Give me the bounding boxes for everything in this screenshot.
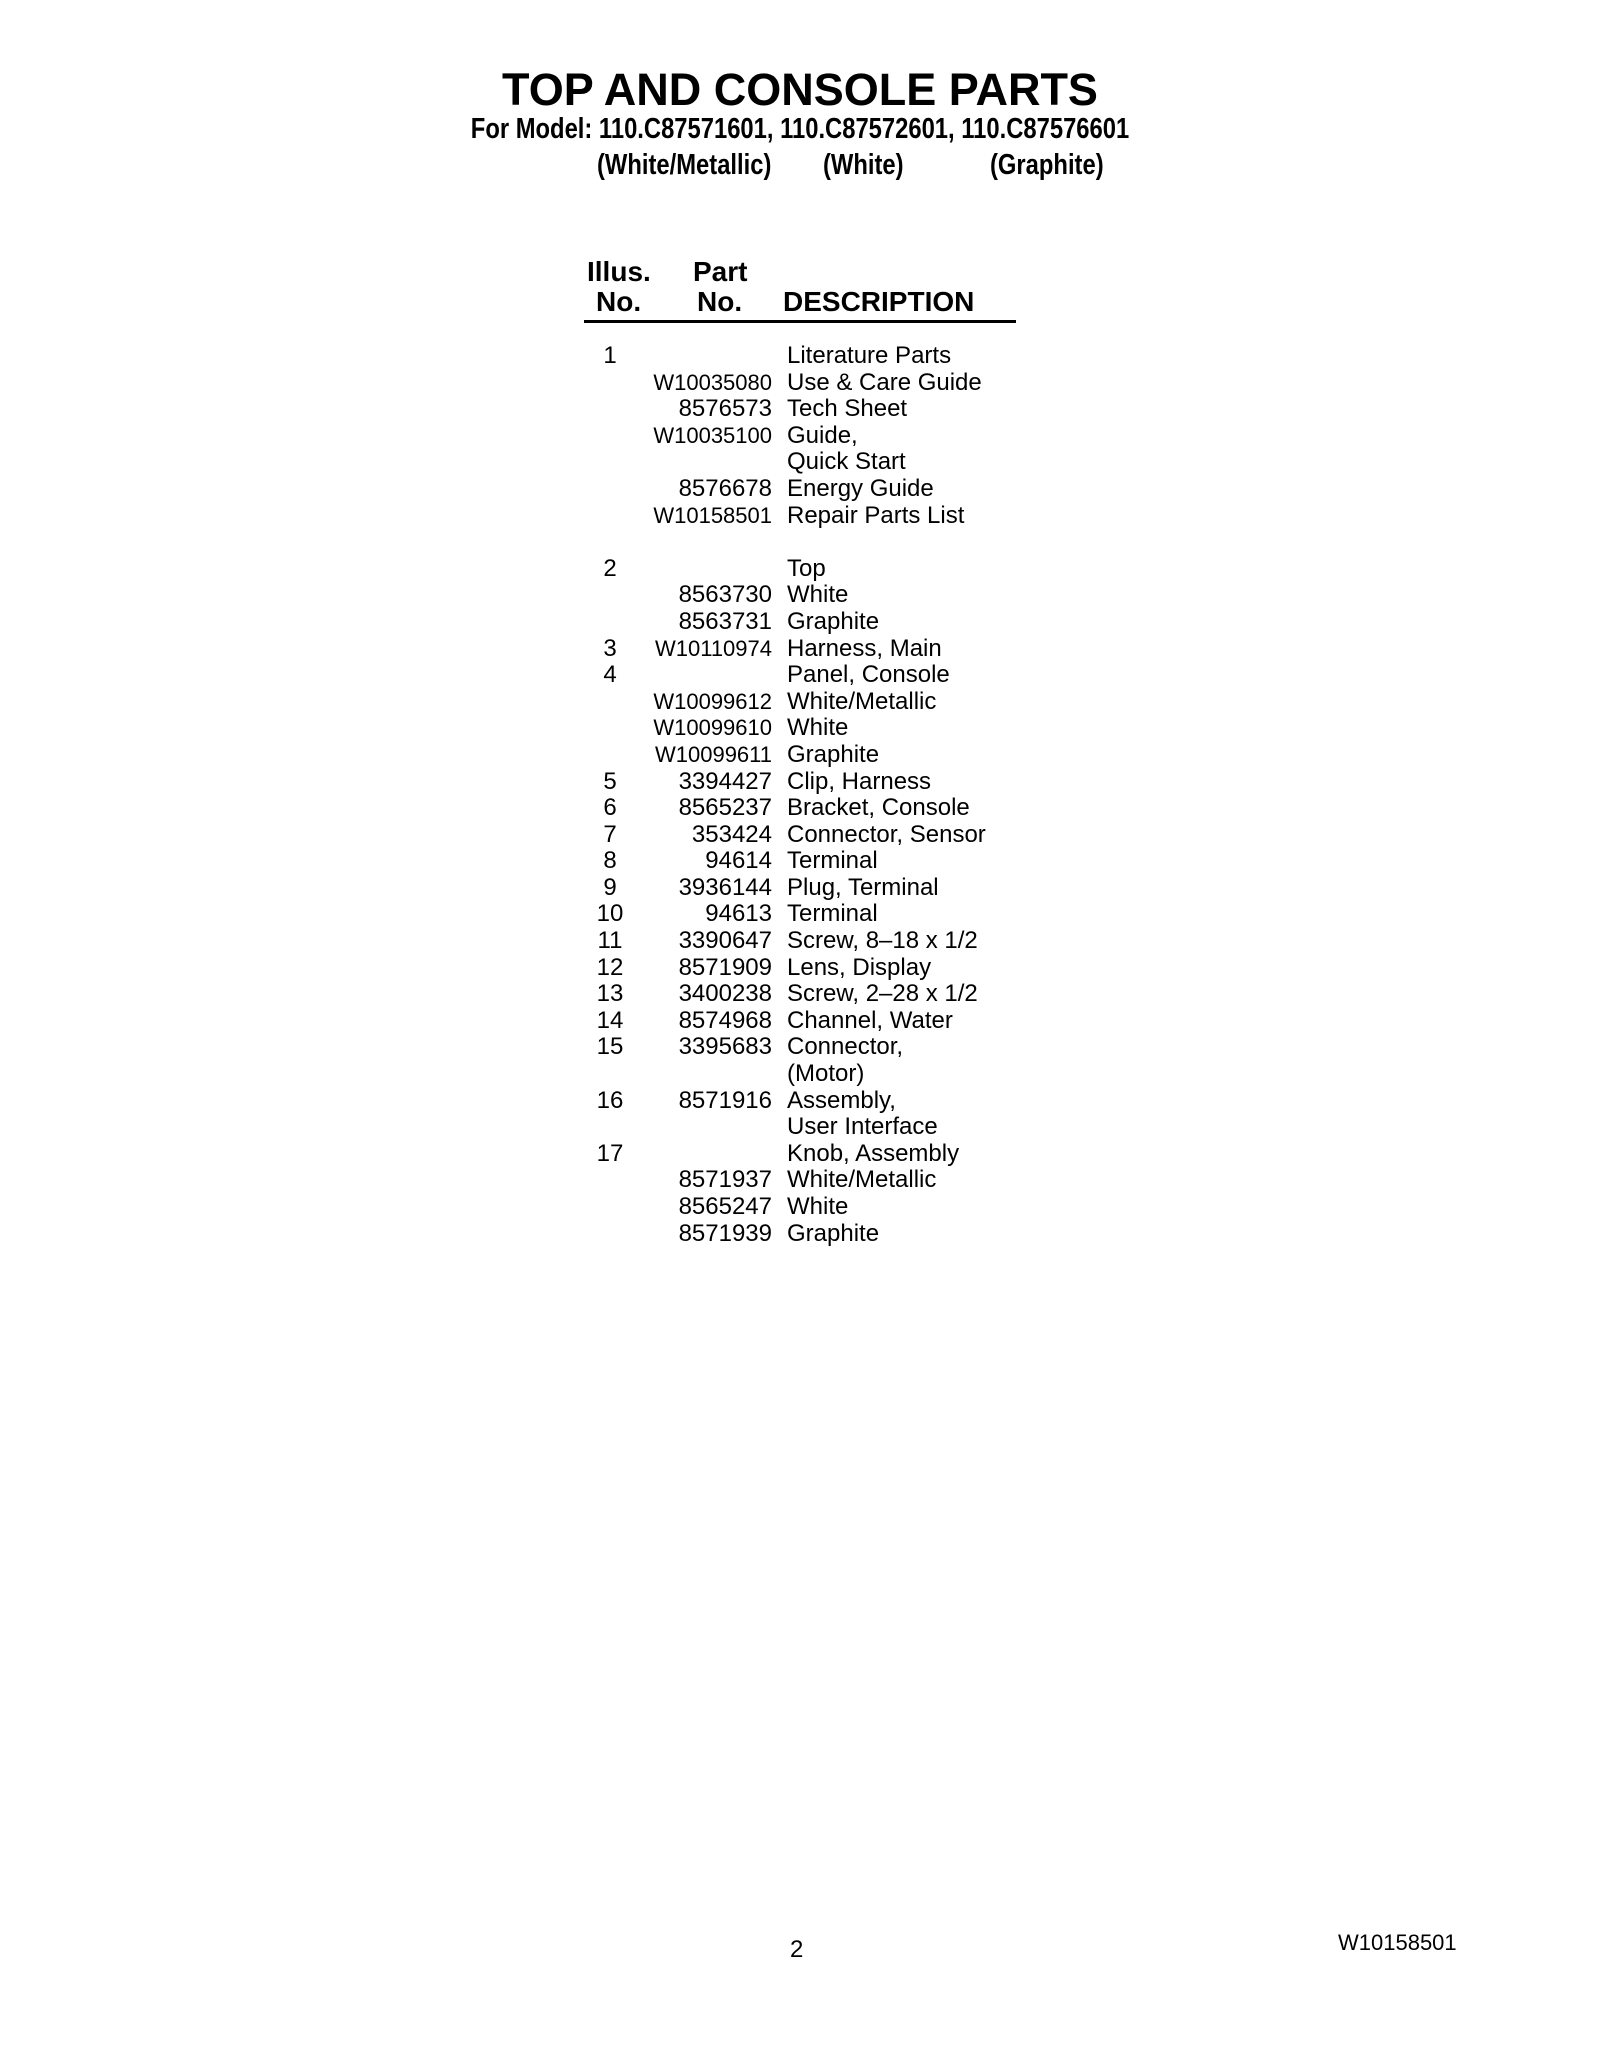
table-row: [0, 981, 1600, 1008]
table-row: [0, 795, 1600, 822]
variant-white-metallic: (White/Metallic): [597, 149, 772, 181]
part-description: White: [787, 581, 849, 609]
table-row: [0, 343, 1600, 370]
page-number: 2: [790, 1936, 804, 1963]
table-row: [0, 928, 1600, 955]
table-row: [0, 609, 1600, 636]
col-description-label: DESCRIPTION: [783, 286, 975, 317]
illus-number: 12: [596, 953, 624, 981]
part-description: (Motor): [787, 1060, 865, 1088]
part-number: W10099611: [654, 741, 772, 767]
table-row: [0, 662, 1600, 689]
illus-number: 11: [597, 927, 623, 955]
illus-number: 16: [596, 1086, 624, 1114]
table-row: [0, 1167, 1600, 1194]
part-number: 3394427: [678, 767, 772, 795]
row-spacer: [0, 529, 1600, 556]
part-description: Screw, 8–18 x 1/2: [787, 927, 978, 955]
part-description: Clip, Harness: [787, 767, 932, 795]
table-row: [0, 1141, 1600, 1168]
part-number: 8563731: [678, 607, 772, 635]
variant-graphite: (Graphite): [990, 149, 1104, 181]
part-number: W10035100: [653, 422, 772, 448]
part-number: 8565247: [678, 1193, 772, 1220]
table-row: [0, 503, 1600, 530]
part-description: White: [787, 714, 849, 742]
part-description: Terminal: [787, 900, 878, 928]
illus-number: 6: [603, 794, 617, 822]
table-row: [0, 689, 1600, 716]
table-row: [0, 423, 1600, 450]
part-description: Literature Parts: [787, 342, 952, 369]
part-description: Channel, Water: [787, 1006, 953, 1034]
part-number: W10099612: [653, 688, 772, 714]
part-number: W10110974: [654, 635, 772, 661]
part-number: 3395683: [678, 1033, 772, 1061]
header-divider: [584, 320, 1016, 323]
part-description: Quick Start: [787, 448, 906, 476]
part-number: 353424: [691, 820, 772, 848]
illus-number: 9: [603, 873, 617, 901]
part-description: Energy Guide: [787, 474, 934, 502]
part-description: White/Metallic: [787, 687, 937, 715]
table-row: [0, 1194, 1600, 1221]
part-description: Harness, Main: [787, 634, 942, 662]
part-number: 8576573: [678, 395, 772, 423]
illus-number: 5: [603, 767, 617, 795]
table-row: [0, 715, 1600, 742]
table-row: [0, 396, 1600, 423]
part-description: White/Metallic: [787, 1166, 937, 1194]
table-row: [0, 901, 1600, 928]
illus-number: 4: [603, 661, 617, 689]
table-row: [0, 822, 1600, 849]
model-numbers: For Model: 110.C87571601, 110.C87572601, 110.C87576601: [470, 113, 1130, 145]
part-description: Assembly,: [787, 1086, 896, 1114]
col-illus-label-bottom: No.: [596, 286, 642, 317]
part-description: Use & Care Guide: [787, 368, 982, 396]
part-description: Plug, Terminal: [787, 873, 939, 901]
illus-number: 3: [603, 634, 617, 662]
part-number: W10035080: [653, 369, 772, 395]
variant-white: (White): [823, 149, 904, 181]
part-description: White: [787, 1193, 849, 1220]
table-row: [0, 848, 1600, 875]
part-number: 8571916: [678, 1086, 772, 1114]
part-number: 8574968: [678, 1006, 772, 1034]
part-number: 8571939: [678, 1219, 772, 1247]
part-description: Panel, Console: [787, 661, 950, 689]
table-row: [0, 875, 1600, 902]
table-row: [0, 636, 1600, 663]
part-description: User Interface: [787, 1113, 938, 1141]
part-description: Connector,: [787, 1033, 904, 1061]
part-number: 8571937: [678, 1166, 772, 1194]
part-description: Screw, 2–28 x 1/2: [787, 980, 978, 1008]
part-number: 94613: [705, 900, 772, 928]
col-part-label-top: Part: [693, 256, 748, 287]
table-row: [0, 1221, 1600, 1248]
part-description: Bracket, Console: [787, 794, 970, 822]
part-number: 3400238: [678, 980, 772, 1008]
table-row: [0, 370, 1600, 397]
table-row: [0, 582, 1600, 609]
part-description: Graphite: [787, 740, 880, 768]
illus-number: 17: [596, 1139, 624, 1167]
illus-number: 13: [596, 980, 624, 1008]
part-number: 3390647: [678, 927, 772, 955]
part-description: Tech Sheet: [787, 395, 908, 423]
illus-number: 10: [596, 900, 624, 928]
table-row: [0, 1034, 1600, 1061]
table-row: [0, 556, 1600, 583]
table-row: [0, 769, 1600, 796]
part-number: 94614: [705, 847, 772, 875]
illus-number: 8: [603, 847, 617, 875]
part-description: Connector, Sensor: [787, 820, 986, 848]
col-illus-label-top: Illus.: [587, 256, 651, 287]
part-number: 3936144: [678, 873, 772, 901]
color-variants: [0, 148, 1600, 184]
table-row: [0, 955, 1600, 982]
part-description: Top: [787, 554, 826, 582]
illus-number: 1: [603, 342, 617, 369]
illus-number: 14: [596, 1006, 624, 1034]
part-number: W10158501: [653, 502, 772, 528]
table-row: [0, 476, 1600, 503]
part-description: Graphite: [787, 607, 880, 635]
part-number: W10099610: [653, 715, 772, 741]
part-description: Knob, Assembly: [787, 1139, 960, 1167]
illus-number: 7: [603, 820, 617, 848]
part-description: Repair Parts List: [787, 501, 965, 529]
page-title: TOP AND CONSOLE PARTS: [502, 64, 1098, 115]
table-row: [0, 1061, 1600, 1088]
part-description: Lens, Display: [787, 953, 932, 981]
part-description: Graphite: [787, 1219, 880, 1247]
table-row: [0, 1088, 1600, 1115]
part-description: Terminal: [787, 847, 878, 875]
document-number: W10158501: [1338, 1930, 1457, 1955]
illus-number: 15: [596, 1033, 624, 1061]
parts-list: [0, 343, 1600, 1247]
table-row: [0, 742, 1600, 769]
part-number: 8565237: [678, 794, 772, 822]
part-number: 8576678: [678, 474, 772, 502]
table-row: [0, 1114, 1600, 1141]
part-description: Guide,: [787, 421, 858, 449]
table-row: [0, 449, 1600, 476]
col-part-label-bottom: No.: [697, 286, 743, 317]
part-number: 8571909: [678, 953, 772, 981]
table-row: [0, 1008, 1600, 1035]
illus-number: 2: [603, 554, 617, 582]
part-number: 8563730: [678, 581, 772, 609]
